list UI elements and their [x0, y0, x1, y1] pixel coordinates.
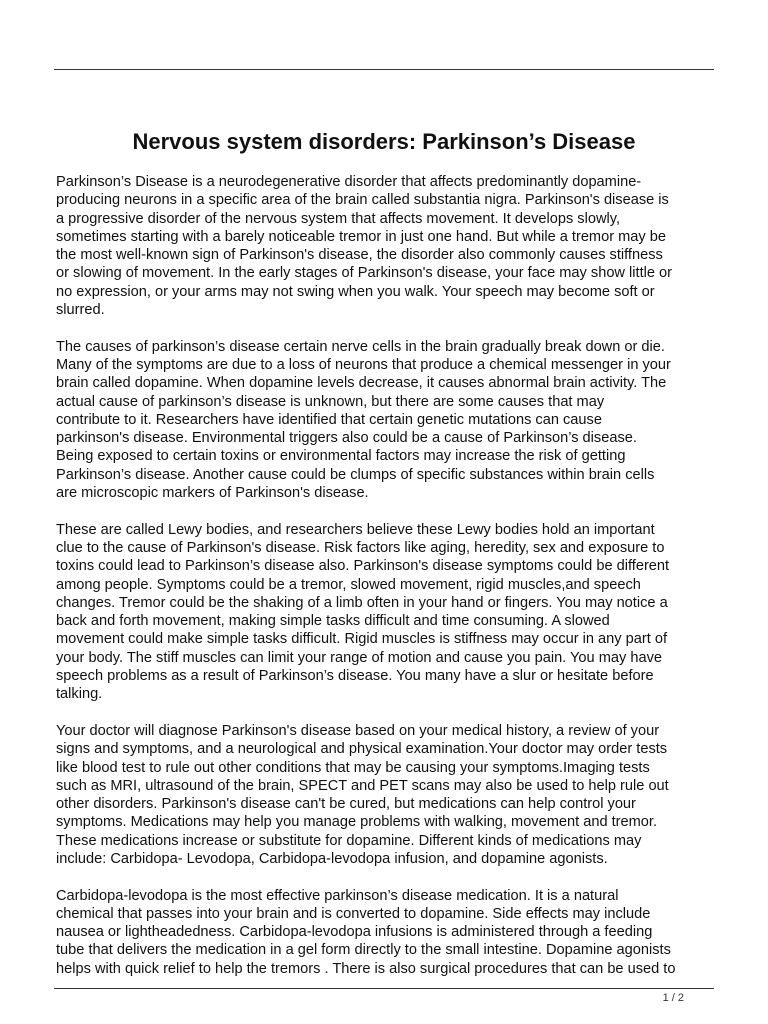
text-line: brain called dopamine. When dopamine levels decrease, it causes abnormal brain activity. The: [56, 375, 667, 392]
text-line: chemical that passes into your brain and is converted to dopamine. Side effects may include: [56, 905, 651, 922]
text-line: among people. Symptoms could be a tremor, slowed movement, rigid muscles,and speech: [56, 576, 641, 593]
header-rule: [54, 69, 714, 70]
text-line: The causes of parkinson’s disease certain nerve cells in the brain gradually break down or die.: [56, 338, 665, 355]
paragraph-3: [56, 521, 716, 704]
text-line: like blood test to rule out other conditions that may be causing your symptoms.Imaging tests: [56, 759, 650, 776]
page-number: 1 / 2: [662, 992, 684, 1004]
text-line: symptoms. Medications may help you manage problems with walking, movement and tremor.: [56, 814, 658, 831]
text-line: no expression, or your arms may not swing when you walk. Your speech may become soft or: [56, 283, 655, 300]
page-title: Nervous system disorders: Parkinson’s Disease: [132, 129, 636, 154]
text-line: speech problems as a result of Parkinson’s disease. You many have a slur or hesitate before: [56, 668, 654, 685]
text-line: signs and symptoms, and a neurological and physical examination.Your doctor may order tests: [56, 741, 668, 758]
text-line: such as MRI, ultrasound of the brain, SPECT and PET scans may also be used to help rule out: [56, 777, 669, 794]
text-line: actual cause of parkinson’s disease is unknown, but there are some causes that may: [56, 393, 605, 410]
text-line: Your doctor will diagnose Parkinson's disease based on your medical history, a review of your: [56, 722, 660, 739]
text-line: Parkinson’s disease. Another cause could be clumps of specific substances within brain cells: [56, 466, 655, 483]
text-line: slurred.: [56, 302, 105, 319]
text-line: sometimes starting with a barely noticeable tremor in just one hand. But while a tremor may be: [56, 228, 666, 245]
paragraph-4: [56, 722, 716, 868]
paragraph-1: [56, 173, 716, 319]
text-line: Carbidopa-levodopa is the most effective parkinson’s disease medication. It is a natural: [56, 887, 619, 904]
footer-rule: [54, 988, 714, 989]
text-line: producing neurons in a specific area of the brain called substantia nigra. Parkinson's disease is: [56, 192, 669, 209]
text-line: Being exposed to certain toxins or environmental factors may increase the risk of getting: [56, 448, 626, 465]
text-line: contribute to it. Researchers have identified that certain genetic mutations can cause: [56, 411, 602, 428]
text-line: These are called Lewy bodies, and researchers believe these Lewy bodies hold an important: [56, 521, 655, 538]
document-body: [56, 173, 716, 996]
text-line: back and forth movement, making simple tasks difficult and time consuming. A slowed: [56, 613, 610, 630]
text-line: changes. Tremor could be the shaking of a limb often in your hand or fingers. You may notice a: [56, 594, 668, 611]
text-line: the most well-known sign of Parkinson's disease, the disorder also commonly causes stiffness: [56, 247, 663, 264]
text-line: movement could make simple tasks difficult. Rigid muscles is stiffness may occur in any part of: [56, 631, 668, 648]
text-line: tube that delivers the medication in a gel form directly to the small intestine. Dopamine agonists: [56, 942, 671, 959]
text-line: nausea or lightheadedness. Carbidopa-levodopa infusions is administered through a feeding: [56, 924, 653, 941]
text-line: or slowing of movement. In the early stages of Parkinson's disease, your face may show little or: [56, 265, 673, 282]
text-line: clue to the cause of Parkinson's disease. Risk factors like aging, heredity, sex and exposure to: [56, 539, 665, 556]
paragraph-2: [56, 338, 716, 503]
text-line: Many of the symptoms are due to a loss of neurons that produce a chemical messenger in your: [56, 356, 671, 373]
paragraph-5: [56, 887, 716, 978]
text-line: Parkinson’s Disease is a neurodegenerative disorder that affects predominantly dopamine-: [56, 174, 642, 190]
text-line: include: Carbidopa- Levodopa, Carbidopa-levodopa infusion, and dopamine agonists.: [56, 850, 608, 867]
text-line: parkinson's disease. Environmental triggers also could be a cause of Parkinson’s disease.: [56, 430, 637, 447]
text-line: toxins could lead to Parkinson’s disease also. Parkinson's disease symptoms could be different: [56, 558, 670, 575]
text-line: These medications increase or substitute for dopamine. Different kinds of medications may: [56, 832, 642, 849]
text-line: are microscopic markers of Parkinson's disease.: [56, 485, 369, 502]
text-line: talking.: [56, 686, 103, 703]
text-line: helps with quick relief to help the tremors . There is also surgical procedures that can be used to: [56, 960, 676, 977]
text-line: other disorders. Parkinson's disease can't be cured, but medications can help control your: [56, 796, 636, 813]
text-line: your body. The stiff muscles can limit your range of motion and cause you pain. You may have: [56, 649, 662, 666]
text-line: a progressive disorder of the nervous system that affects movement. It develops slowly,: [56, 210, 621, 227]
